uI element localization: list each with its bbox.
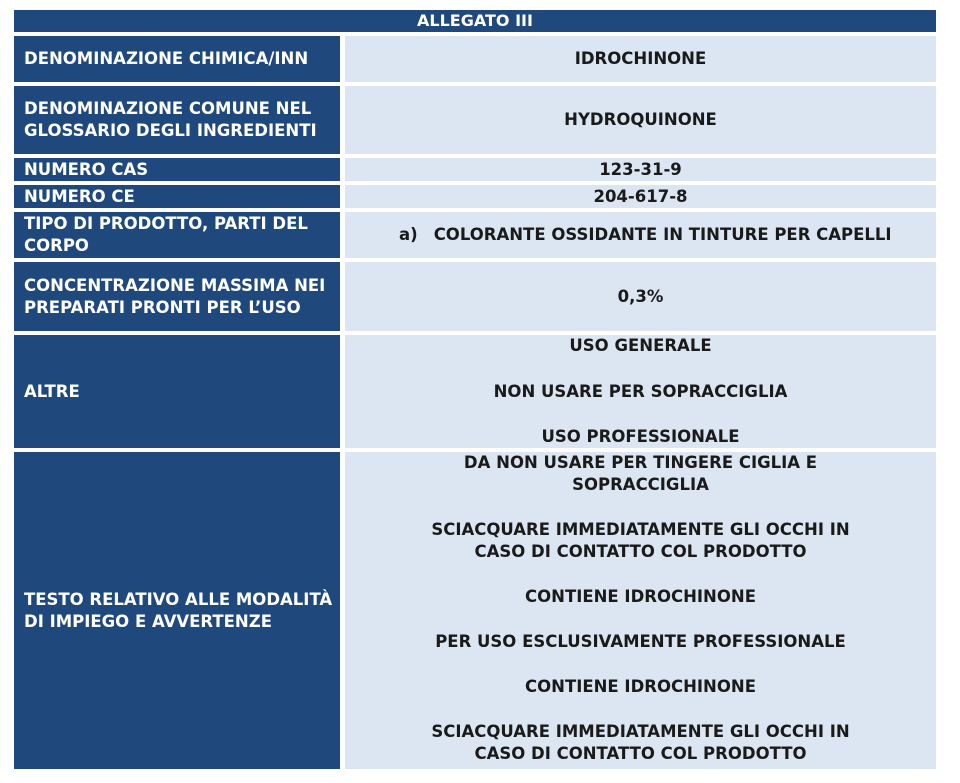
- label-product-type: TIPO DI PRODOTTO, PARTI DEL CORPO: [14, 212, 340, 258]
- row-inci-name: [14, 86, 936, 154]
- row-product-type: [14, 212, 936, 258]
- row-chemical-name: [14, 36, 936, 82]
- warning-text: CONTIENE IDROCHINONE: [525, 677, 756, 696]
- value-warnings: [345, 452, 936, 769]
- value-other: [345, 335, 936, 448]
- row-other: [14, 335, 936, 448]
- warning-text: SCIACQUARE IMMEDIATAMENTE GLI OCCHI IN CASO DI CONTATTO COL PRODOTTO: [431, 722, 850, 763]
- table-title: ALLEGATO III: [14, 10, 936, 32]
- other-line: NON USARE PER SOPRACCIGLIA: [493, 381, 788, 401]
- annex-table: [14, 10, 936, 769]
- label-other: ALTRE: [14, 335, 340, 448]
- label-cas-number: NUMERO CAS: [14, 158, 340, 181]
- row-cas-number: [14, 158, 936, 181]
- warning-text: PER USO ESCLUSIVAMENTE PROFESSIONALE: [435, 632, 846, 651]
- label-max-concentration: CONCENTRAZIONE MASSIMA NEI PREPARATI PRONTI PER L’USO: [14, 262, 340, 331]
- row-max-concentration: [14, 262, 936, 331]
- other-line: USO PROFESSIONALE: [541, 427, 740, 446]
- value-ec-number: 204-617-8: [345, 185, 936, 208]
- label-warnings: TESTO RELATIVO ALLE MODALITÀ DI IMPIEGO E AVVERTENZE: [14, 452, 340, 769]
- warning-text: SCIACQUARE IMMEDIATAMENTE GLI OCCHI IN CASO DI CONTATTO COL PRODOTTO: [431, 520, 850, 561]
- value-max-concentration: 0,3%: [345, 262, 936, 331]
- row-warnings: [14, 452, 936, 769]
- other-line: USO GENERALE: [569, 336, 712, 355]
- row-ec-number: [14, 185, 936, 208]
- enum-marker: a): [399, 225, 418, 244]
- label-inci-name: DENOMINAZIONE COMUNE NEL GLOSSARIO DEGLI INGREDIENTI: [14, 86, 340, 154]
- warning-text: CONTIENE IDROCHINONE: [525, 587, 756, 606]
- value-product-type: [345, 212, 936, 258]
- product-type-text: COLORANTE OSSIDANTE IN TINTURE PER CAPELLI: [433, 225, 892, 244]
- value-inci-name: HYDROQUINONE: [345, 86, 936, 154]
- product-type-item: [345, 224, 936, 246]
- value-cas-number: 123-31-9: [345, 158, 936, 181]
- value-chemical-name: IDROCHINONE: [345, 36, 936, 82]
- label-chemical-name: DENOMINAZIONE CHIMICA/INN: [14, 36, 340, 82]
- label-ec-number: NUMERO CE: [14, 185, 340, 208]
- warning-text: DA NON USARE PER TINGERE CIGLIA E SOPRACCIGLIA: [463, 453, 818, 494]
